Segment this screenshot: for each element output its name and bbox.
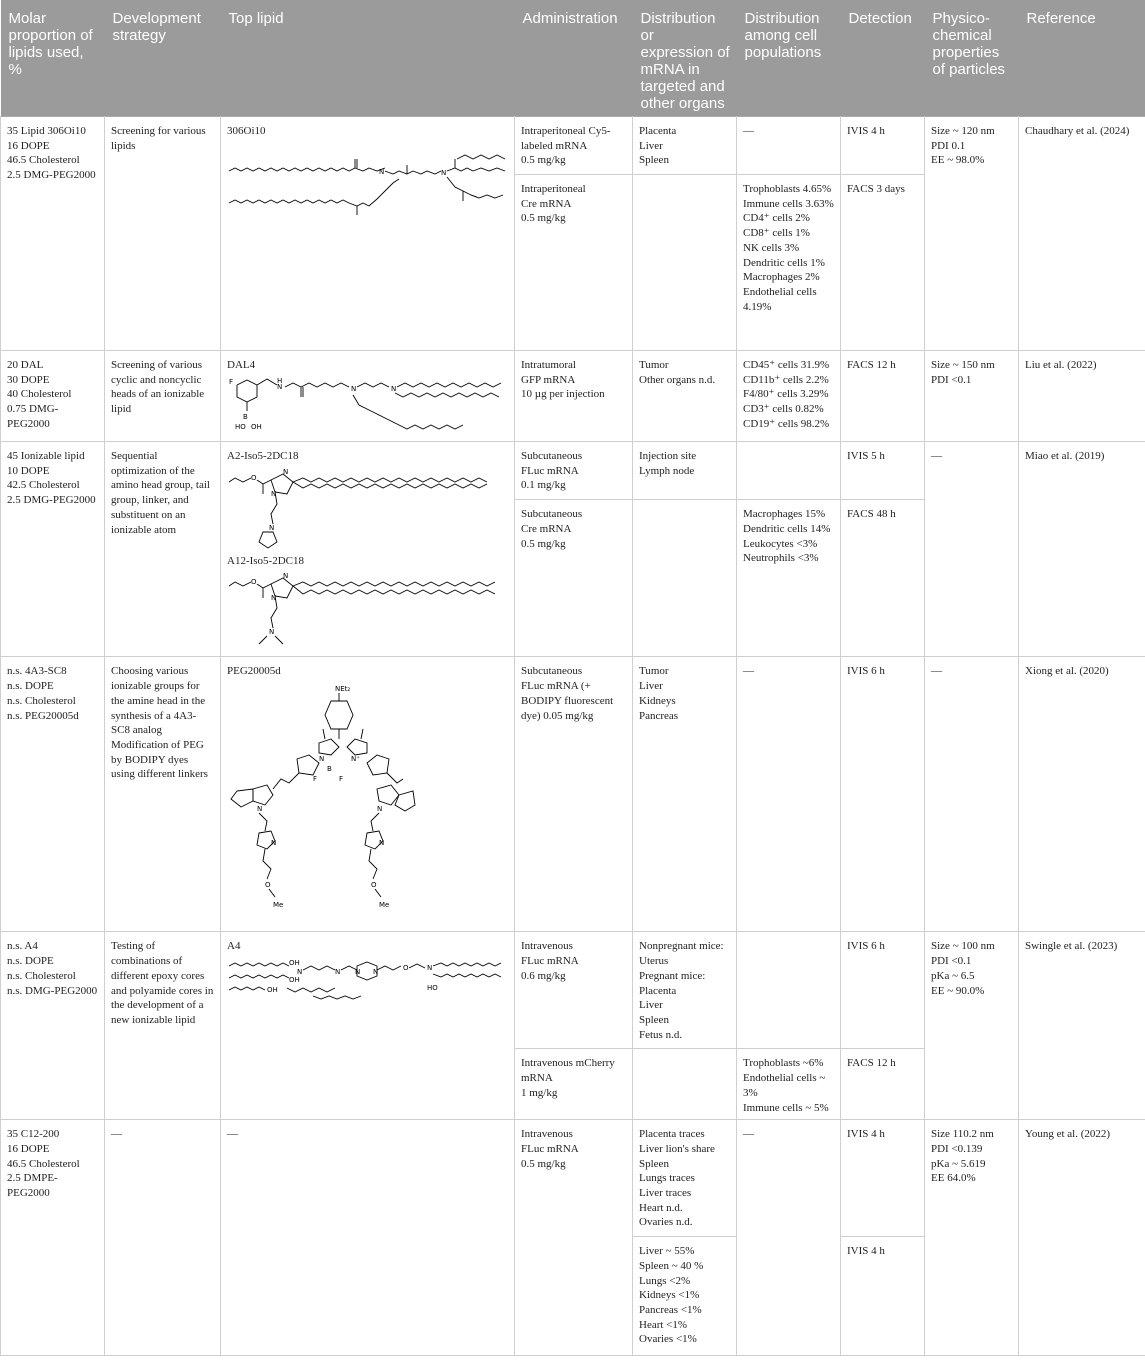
table-row xyxy=(1,442,1145,500)
cells-cell: Trophoblasts 4.65% Immune cells 3.63% CD4⁺ cells 2% CD8⁺ cells 1% NK cells 3% Dendritic cells 1% Macrophages 2% Endothelial cells 4.19% xyxy=(737,175,841,351)
admin-cell: Intravenous mCherry mRNA 1 mg/kg xyxy=(515,1049,633,1120)
organs-cell xyxy=(633,500,737,657)
svg-text:HO: HO xyxy=(235,422,246,431)
detection-cell: IVIS 4 h xyxy=(841,1237,925,1356)
cells-cell xyxy=(737,442,841,500)
reference-cell: Xiong et al. (2020) xyxy=(1019,657,1145,932)
physchem-cell: — xyxy=(925,442,1019,657)
svg-text:OH: OH xyxy=(251,422,262,431)
svg-text:N: N xyxy=(271,594,277,603)
svg-text:N: N xyxy=(441,168,447,177)
header-top-lipid: Top lipid xyxy=(221,0,515,117)
physchem-cell: Size ~ 100 nm PDI <0.1 pKa ~ 6.5 EE ~ 90.0% xyxy=(925,932,1019,1120)
molar-cell: 20 DAL 30 DOPE 40 Cholesterol 0.75 DMG-PEG2000 xyxy=(1,351,105,442)
svg-text:N: N xyxy=(379,167,385,176)
cells-cell: — xyxy=(737,117,841,175)
cells-cell: Macrophages 15% Dendritic cells 14% Leukocytes <3% Neutrophils <3% xyxy=(737,500,841,657)
physchem-cell: Size 110.2 nm PDI <0.139 pKa ~ 5.619 EE 64.0% xyxy=(925,1120,1019,1356)
header-administration: Administration xyxy=(515,0,633,117)
organs-cell: Liver ~ 55% Spleen ~ 40 % Lungs <2% Kidneys <1% Pancreas <1% Heart <1% Ovaries <1% xyxy=(633,1237,737,1356)
svg-text:F: F xyxy=(339,775,344,784)
lipid-name: A2-Iso5-2DC18 xyxy=(227,450,299,462)
organs-cell: Nonpregnant mice: Uterus Pregnant mice: Placenta Liver Spleen Fetus n.d. xyxy=(633,932,737,1049)
svg-text:O: O xyxy=(251,473,257,482)
svg-text:B: B xyxy=(243,412,248,421)
organs-cell: Placenta Liver Spleen xyxy=(633,117,737,175)
top-lipid-cell xyxy=(221,657,515,932)
detection-cell: IVIS 4 h xyxy=(841,117,925,175)
header-strategy: Development strategy xyxy=(105,0,221,117)
cells-cell: — xyxy=(737,657,841,932)
svg-text:N: N xyxy=(277,382,283,391)
strategy-cell: Testing of combinations of different epoxy cores and polyamide cores in the development of a new ionizable lipid xyxy=(105,932,221,1120)
svg-text:O: O xyxy=(371,881,377,890)
table-row xyxy=(1,657,1145,932)
svg-text:N: N xyxy=(271,489,277,498)
svg-text:N: N xyxy=(269,628,275,637)
strategy-cell: Screening of various cyclic and noncyclic heads of an ionizable lipid xyxy=(105,351,221,442)
detection-cell: IVIS 6 h xyxy=(841,932,925,1049)
svg-text:N: N xyxy=(391,384,397,393)
strategy-cell: — xyxy=(105,1120,221,1356)
reference-cell: Swingle et al. (2023) xyxy=(1019,932,1145,1120)
reference-cell: Liu et al. (2022) xyxy=(1019,351,1145,442)
svg-text:F: F xyxy=(229,377,234,386)
molar-cell: 45 Ionizable lipid 10 DOPE 42.5 Cholesterol 2.5 DMG-PEG2000 xyxy=(1,442,105,657)
svg-text:NEt₂: NEt₂ xyxy=(335,685,351,694)
detection-cell: FACS 12 h xyxy=(841,1049,925,1120)
admin-cell: Subcutaneous FLuc mRNA 0.1 mg/kg xyxy=(515,442,633,500)
svg-text:N: N xyxy=(283,572,289,581)
table-row xyxy=(1,351,1145,442)
svg-text:F: F xyxy=(313,775,318,784)
header-detection: Detection xyxy=(841,0,925,117)
admin-cell: Subcutaneous Cre mRNA 0.5 mg/kg xyxy=(515,500,633,657)
top-lipid-cell xyxy=(221,932,515,1120)
svg-text:N⁺: N⁺ xyxy=(351,755,360,764)
admin-cell: Intraperitoneal Cy5-labeled mRNA 0.5 mg/kg xyxy=(515,117,633,175)
svg-text:N: N xyxy=(283,467,289,476)
molar-cell: n.s. A4 n.s. DOPE n.s. Cholesterol n.s. DMG-PEG2000 xyxy=(1,932,105,1120)
lipid-a4-structure-icon xyxy=(227,956,507,1000)
lipid-name: PEG20005d xyxy=(227,665,281,678)
lipid-name: 306Oi10 xyxy=(227,125,266,137)
svg-text:N: N xyxy=(257,805,263,814)
table-row xyxy=(1,932,1145,1049)
admin-cell: Intratumoral GFP mRNA 10 µg per injection xyxy=(515,351,633,442)
top-lipid-cell xyxy=(221,117,515,351)
svg-text:OH: OH xyxy=(289,976,300,985)
svg-text:N: N xyxy=(319,755,325,764)
lipid-dal4-structure-icon xyxy=(227,375,507,437)
organs-cell xyxy=(633,175,737,351)
lipid-name: A12-Iso5-2DC18 xyxy=(227,554,304,567)
header-cell-distribution: Distribution among cell populations xyxy=(737,0,841,117)
detection-cell: IVIS 4 h xyxy=(841,1120,925,1237)
header-reference: Reference xyxy=(1019,0,1145,117)
svg-text:N: N xyxy=(373,968,379,977)
admin-cell: Intravenous FLuc mRNA 0.6 mg/kg xyxy=(515,932,633,1049)
header-molar: Molar proportion of lipids used, % xyxy=(1,0,105,117)
table-row xyxy=(1,1120,1145,1237)
header-physchem: Physico-chemical properties of particles xyxy=(925,0,1019,117)
header-organ-distribution: Distribution or expression of mRNA in targeted and other organs xyxy=(633,0,737,117)
cells-cell xyxy=(737,932,841,1049)
svg-text:N: N xyxy=(269,523,275,532)
reference-cell: Chaudhary et al. (2024) xyxy=(1019,117,1145,351)
strategy-cell: Sequential optimization of the amino head group, tail group, linker, and substituent on an ionizable atom xyxy=(105,442,221,657)
detection-cell: IVIS 6 h xyxy=(841,657,925,932)
svg-text:O: O xyxy=(251,578,257,587)
svg-text:N: N xyxy=(335,968,341,977)
svg-text:HO: HO xyxy=(427,984,438,993)
svg-text:N: N xyxy=(427,964,433,973)
top-lipid-cell xyxy=(221,442,515,657)
organs-cell: Placenta traces Liver lion's share Spleen Lungs traces Liver traces Heart n.d. Ovaries n.d. xyxy=(633,1120,737,1237)
detection-cell: FACS 48 h xyxy=(841,500,925,657)
strategy-cell: Choosing various ionizable groups for the amine head in the synthesis of a 4A3-SC8 analog Modification of PEG by BODIPY dyes using different linkers xyxy=(105,657,221,932)
svg-text:N: N xyxy=(271,839,277,848)
admin-cell: Intravenous FLuc mRNA 0.5 mg/kg xyxy=(515,1120,633,1356)
cells-cell: — xyxy=(737,1120,841,1356)
svg-text:OH: OH xyxy=(267,986,278,995)
svg-text:N: N xyxy=(297,968,303,977)
lipid-a2-iso5-2dc18-structure-icon xyxy=(227,466,507,554)
svg-text:O: O xyxy=(403,964,409,973)
lipid-name: A4 xyxy=(227,940,241,953)
lipid-a12-iso5-2dc18-structure-icon xyxy=(227,570,507,652)
molar-cell: n.s. 4A3-SC8 n.s. DOPE n.s. Cholesterol n.s. PEG20005d xyxy=(1,657,105,932)
svg-text:N: N xyxy=(379,839,385,848)
organs-cell: Tumor Liver Kidneys Pancreas xyxy=(633,657,737,932)
physchem-cell: — xyxy=(925,657,1019,932)
svg-text:N: N xyxy=(355,968,361,977)
top-lipid-cell xyxy=(221,1120,515,1356)
detection-cell: FACS 12 h xyxy=(841,351,925,442)
svg-text:OH: OH xyxy=(289,959,300,968)
physchem-cell: Size ~ 120 nm PDI 0.1 EE ~ 98.0% xyxy=(925,117,1019,351)
lipid-peg20005d-structure-icon xyxy=(227,681,417,919)
organs-cell: Injection site Lymph node xyxy=(633,442,737,500)
svg-text:Me: Me xyxy=(273,901,284,910)
lipid-name: DAL4 xyxy=(227,359,256,371)
cells-cell: Trophoblasts ~6% Endothelial cells ~ 3% Immune cells ~ 5% xyxy=(737,1049,841,1120)
svg-text:O: O xyxy=(265,881,271,890)
svg-text:B: B xyxy=(327,765,332,774)
top-lipid-cell xyxy=(221,351,515,442)
lipid-name: — xyxy=(227,1128,238,1141)
table-row xyxy=(1,117,1145,175)
svg-text:N: N xyxy=(351,384,357,393)
reference-cell: Young et al. (2022) xyxy=(1019,1120,1145,1356)
admin-cell: Intraperitoneal Cre mRNA 0.5 mg/kg xyxy=(515,175,633,351)
lipid-306oi10-structure-icon xyxy=(227,141,507,221)
admin-cell: Subcutaneous FLuc mRNA (+ BODIPY fluorescent dye) 0.05 mg/kg xyxy=(515,657,633,932)
detection-cell: FACS 3 days xyxy=(841,175,925,351)
organs-cell: Tumor Other organs n.d. xyxy=(633,351,737,442)
molar-cell: 35 Lipid 306Oi10 16 DOPE 46.5 Cholesterol 2.5 DMG-PEG2000 xyxy=(1,117,105,351)
svg-text:N: N xyxy=(377,805,383,814)
cells-cell: CD45⁺ cells 31.9% CD11b⁺ cells 2.2% F4/80⁺ cells 3.29% CD3⁺ cells 0.82% CD19⁺ cells 98.2% xyxy=(737,351,841,442)
header-row xyxy=(1,0,1145,117)
svg-text:Me: Me xyxy=(379,901,390,910)
organs-cell xyxy=(633,1049,737,1120)
svg-text:H: H xyxy=(277,376,283,385)
physchem-cell: Size ~ 150 nm PDI <0.1 xyxy=(925,351,1019,442)
molar-cell: 35 C12-200 16 DOPE 46.5 Cholesterol 2.5 DMPE-PEG2000 xyxy=(1,1120,105,1356)
detection-cell: IVIS 5 h xyxy=(841,442,925,500)
strategy-cell: Screening for various lipids xyxy=(105,117,221,351)
reference-cell: Miao et al. (2019) xyxy=(1019,442,1145,657)
